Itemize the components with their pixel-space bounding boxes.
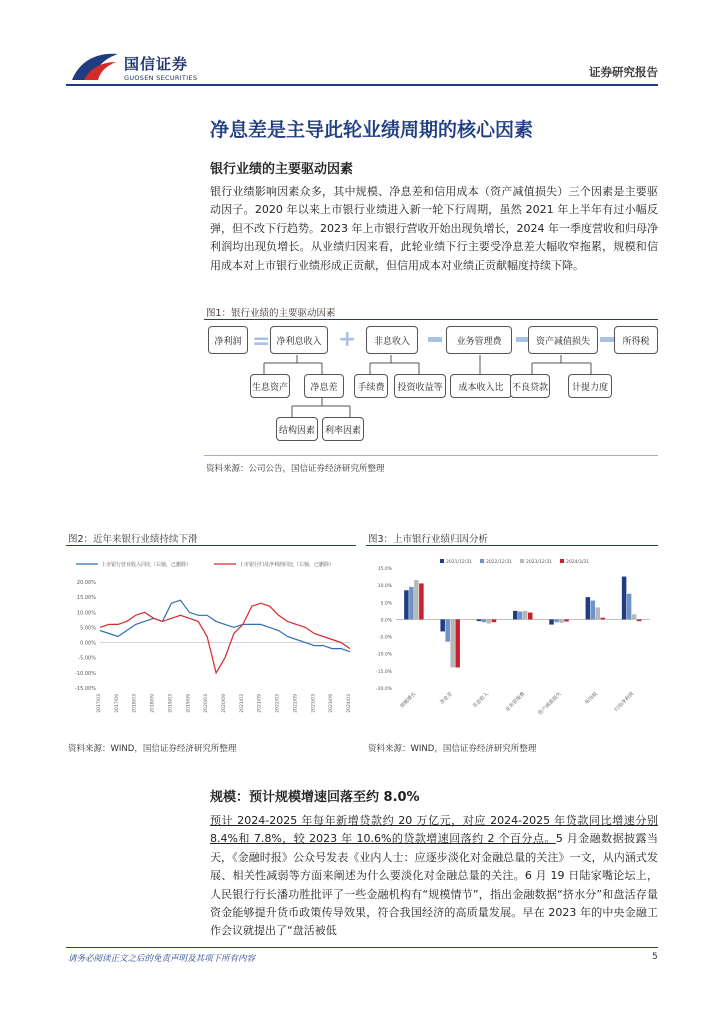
logo-text-en: GUOSEN SECURITIES [124, 74, 198, 82]
x-tick-label: 2023/09 [329, 694, 335, 713]
bar [414, 580, 419, 619]
equals-sign: = [252, 329, 271, 354]
x-tick-label: 2020/09 [222, 694, 227, 713]
section-subtitle: 银行业绩的主要驱动因素 [210, 162, 354, 177]
x-tick-label: 净息差 [438, 691, 454, 707]
box-cost-income-ratio: 成本收入比 [450, 374, 512, 398]
section2-heading: 规模：预计规模增速回落至约 8.0% [210, 790, 420, 805]
bar [549, 619, 554, 624]
para2-text: 5 月金融数据披露当天，《金融时报》公众号发表《业内人士：应逐步淡化对金融总量的关注》一文，从内涵式发展、相关性减弱等方面来阐述为什么要淡化对金融总量的关注。6 月 19 日陆家嘴论坛上，人民银行行长潘功胜批评了一些金融机构有“规模情节”，指出金融数据“挤水分”和盘活存量资金能够提升货币政策传导效果，符合我国经济的高质量发展。早在 2023 年的中央金融工作会议就提出了“盘活被低 [210, 832, 658, 938]
box-fee-income: 手续费 [354, 374, 388, 398]
figure1-bottom-line [204, 455, 658, 456]
y-tick-label: -10.00% [75, 670, 96, 677]
legend-label-1: 2021/12/31 [446, 560, 472, 565]
x-tick-label: 2022/09 [293, 694, 299, 713]
x-tick-label: 2021/03 [239, 694, 245, 713]
x-tick-label: 2024/03 [347, 694, 352, 713]
legend-swatch-2 [480, 559, 484, 563]
figure2-caption: 图2：近年来银行业绩持续下滑 [68, 534, 198, 545]
x-tick-label: 2023/03 [311, 694, 317, 713]
x-tick-label: 所得税 [584, 691, 599, 707]
y-tick-label: -5.0% [378, 635, 392, 641]
footer-disclaimer: 请务必阅读正文之后的免责声明及其项下所有内容 [68, 954, 256, 964]
guosen-logo-mark [70, 50, 122, 84]
bar [637, 619, 642, 621]
x-tick-label: 2021/09 [257, 694, 263, 713]
x-tick-label: 业务管理费 [504, 691, 527, 714]
x-tick-label: 2017/09 [114, 694, 120, 713]
legend-label-2: 2022/12/31 [486, 560, 512, 565]
y-tick-label: -5.00% [78, 655, 96, 662]
bar [523, 611, 528, 620]
y-tick-label: 5.00% [80, 625, 96, 632]
bar [440, 619, 445, 631]
legend-label-2: 上市银行归母净利润同比（右轴，已删除） [239, 562, 335, 568]
y-tick-label: 15.0% [377, 567, 392, 572]
bar [627, 594, 632, 620]
box-net-interest-income: 净利息收入 [270, 326, 328, 354]
bar [601, 618, 606, 620]
bar [564, 619, 569, 621]
legend-swatch-4 [560, 559, 564, 563]
box-npl: 不良贷款 [510, 374, 550, 398]
box-interest-earning-assets: 生息资产 [250, 374, 290, 398]
figure1-caption: 图1：银行业绩的主要驱动因素 [206, 308, 336, 319]
logo-text-cn: 国信证券 [124, 55, 189, 73]
figure3-bar-chart [366, 548, 658, 736]
x-tick-label: 2019/09 [186, 694, 192, 713]
body-paragraph-2 [210, 812, 658, 941]
x-tick-label: 2018/09 [150, 694, 156, 713]
x-tick-label: 2022/03 [275, 694, 281, 713]
bar [528, 613, 533, 620]
x-tick-label: 资产减值损失 [537, 691, 563, 717]
bar [404, 590, 409, 619]
series-line-1 [100, 600, 350, 652]
box-net-profit: 净利润 [208, 326, 248, 354]
box-income-tax: 所得税 [614, 326, 658, 354]
bar [450, 619, 455, 667]
y-tick-label: 0.0% [380, 618, 392, 624]
x-tick-label: 归母净利润 [613, 691, 636, 714]
box-structure-factor: 结构因素 [276, 417, 318, 441]
x-tick-label: 规模增长 [399, 691, 418, 710]
bar [419, 583, 424, 619]
y-tick-label: 10.00% [76, 610, 96, 617]
figure1-caption-line [204, 319, 658, 320]
y-tick-label: 20.00% [76, 580, 96, 586]
bar [518, 612, 523, 620]
figure2-source: 资料来源：WIND，国信证券经济研究所整理 [68, 744, 237, 754]
x-tick-label: 2017/03 [97, 694, 102, 713]
bar [622, 577, 627, 620]
box-provision-rate: 计提力度 [568, 374, 612, 398]
para2-underlined-text: 预计 2024-2025 年每年新增贷款约 20 万亿元，对应 2024-2025 年贷款同比增速分别 8.4%和 7.8%，较 2023 年 10.6%的贷款增速回落约 2 个百分点。 [210, 814, 658, 846]
y-tick-label: 10.0% [377, 584, 392, 590]
bar [482, 619, 487, 622]
bar [487, 619, 492, 623]
figure3-caption: 图3：上市银行业绩归因分析 [368, 534, 489, 545]
footer-divider [66, 947, 658, 948]
bar [586, 597, 591, 619]
bar [559, 619, 564, 622]
bar [445, 619, 450, 641]
figure3-caption-line [366, 545, 658, 546]
minus-sign-3 [600, 337, 614, 342]
x-tick-label: 2020/03 [204, 694, 210, 713]
legend-swatch-3 [520, 559, 524, 563]
box-operating-expense: 业务管理费 [446, 326, 512, 354]
bar [455, 619, 460, 667]
body-paragraph-1: 银行业绩影响因素众多，其中规模、净息差和信用成本（资产减值损失）三个因素是主要驱动因子。2020 年以来上市银行业绩进入新一轮下行周期，虽然 2021 年上半年有过小幅反弹，但不改下行趋势。2023 年上市银行营收开始出现负增长，2024 年一季度营收和归母净利润均出现负增长。从业绩归因来看，此轮业绩下行主要受净息差大幅收窄拖累，规模和信用成本对上市银行业绩形成正贡献，但信用成本对业绩正贡献幅度持续下降。 [210, 185, 658, 272]
x-tick-label: 2019/03 [168, 694, 174, 713]
minus-sign-1 [428, 337, 442, 342]
page-title: 净息差是主导此轮业绩周期的核心因素 [210, 119, 534, 141]
bar [409, 587, 414, 620]
figure2-line-chart [66, 548, 356, 736]
box-impairment-loss: 资产减值损失 [528, 326, 598, 354]
figure1-source: 资料来源：公司公告，国信证券经济研究所整理 [206, 464, 385, 474]
plus-sign: + [338, 327, 357, 352]
legend-label-3: 2023/12/31 [526, 560, 552, 565]
legend-swatch-1 [440, 559, 444, 563]
series-line-2 [100, 603, 350, 673]
header-divider [66, 84, 658, 86]
bar [632, 614, 637, 619]
y-tick-label: -10.0% [376, 652, 392, 658]
page-number: 5 [652, 952, 658, 962]
box-investment-income: 投资收益等 [394, 374, 446, 398]
y-tick-label: -20.0% [376, 687, 392, 692]
y-tick-label: 5.0% [380, 601, 392, 607]
y-tick-label: -15.00% [75, 686, 96, 692]
bar [513, 611, 518, 620]
box-rate-factor: 利率因素 [322, 417, 364, 441]
bar [477, 619, 482, 621]
figure2-caption-line [66, 545, 356, 546]
y-tick-label: 15.00% [76, 595, 96, 602]
y-tick-label: -15.0% [376, 669, 392, 675]
box-net-interest-margin: 净息差 [304, 374, 344, 398]
legend-label-1: 上市银行营业收入同比（右轴，已删除） [101, 562, 192, 568]
figure3-source: 资料来源：WIND，国信证券经济研究所整理 [368, 744, 537, 754]
bar [554, 619, 559, 622]
bar [596, 607, 601, 619]
box-non-interest-income: 非息收入 [366, 326, 418, 354]
bar [591, 601, 596, 620]
report-type-label: 证券研究报告 [589, 65, 658, 79]
y-tick-label: 0.00% [80, 640, 96, 647]
legend-label-4: 2024/3/31 [566, 560, 590, 565]
x-tick-label: 非息收入 [471, 691, 491, 710]
bar [492, 619, 497, 622]
x-tick-label: 2018/03 [132, 694, 138, 713]
